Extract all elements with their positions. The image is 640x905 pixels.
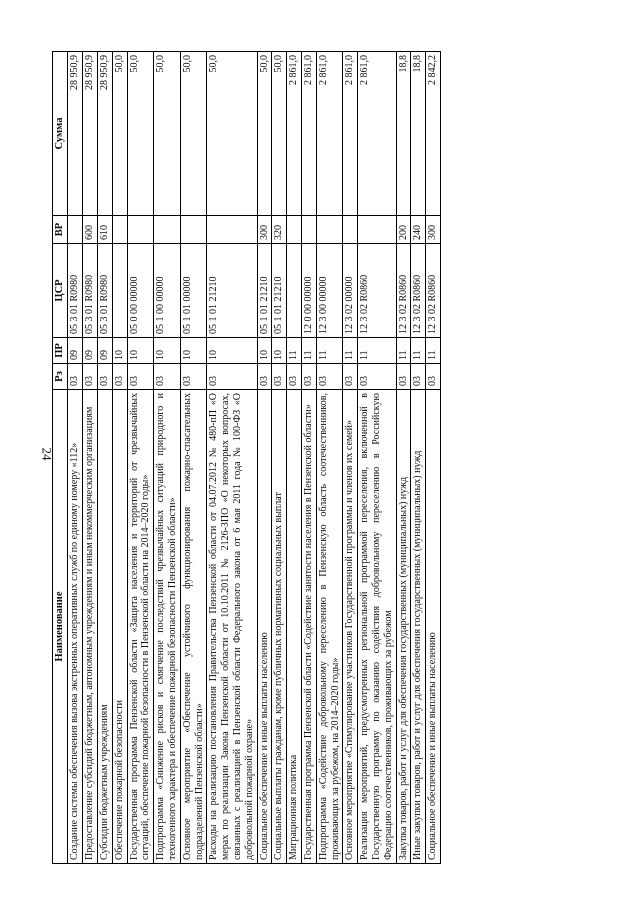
cell-rz: 03	[358, 364, 396, 390]
cell-pr: 10	[207, 338, 257, 364]
table-row	[287, 52, 302, 864]
cell-sum: 2 861,0	[301, 52, 316, 216]
cell-csr	[287, 244, 302, 338]
cell-name: Реализация мероприятий, предусмотренных региональной программой переселения, включенной в Государственную программу по оказанию содействия добровольному переселению в Российскую Федерацию соотечественников, проживающих за рубежом	[358, 390, 396, 864]
cell-name: Социальное обеспечение и иные выплаты населению	[426, 390, 441, 864]
cell-csr: 12 3 02 00000	[343, 244, 358, 338]
page-number: 24	[39, 447, 55, 461]
rotated-table-area	[52, 52, 592, 864]
cell-rz: 03	[257, 364, 272, 390]
table-row	[154, 52, 181, 864]
cell-pr: 11	[411, 338, 426, 364]
cell-rz: 03	[154, 364, 181, 390]
cell-name: Создание системы обеспечения вызова экстренных оперативных служб по единому номеру «112»	[68, 390, 83, 864]
cell-pr: 11	[426, 338, 441, 364]
cell-sum: 50,0	[154, 52, 181, 216]
cell-vr	[180, 216, 207, 244]
cell-pr: 09	[97, 338, 112, 364]
cell-name: Основное мероприятие «Стимулирование участников Государственной программы и членов их семей»	[343, 390, 358, 864]
cell-sum: 50,0	[127, 52, 154, 216]
cell-pr: 11	[396, 338, 411, 364]
table-row	[396, 52, 411, 864]
cell-pr: 10	[127, 338, 154, 364]
cell-rz: 03	[97, 364, 112, 390]
cell-vr	[358, 216, 396, 244]
budget-table	[52, 51, 441, 864]
cell-rz: 03	[83, 364, 98, 390]
cell-vr	[301, 216, 316, 244]
cell-rz: 03	[272, 364, 287, 390]
cell-csr: 12 3 02 R0860	[396, 244, 411, 338]
cell-vr: 300	[257, 216, 272, 244]
table-row	[257, 52, 272, 864]
cell-rz: 03	[411, 364, 426, 390]
cell-pr: 10	[112, 338, 127, 364]
cell-csr: 05 3 01 R0980	[83, 244, 98, 338]
cell-name: Иные закупки товаров, работ и услуг для обеспечения государственных (муниципальных) нужд	[411, 390, 426, 864]
header-name: Наименование	[53, 390, 68, 864]
cell-name: Государственная программа Пензенской области «Содействие занятости населения в Пензенской области»	[301, 390, 316, 864]
cell-csr: 12 3 02 R0860	[358, 244, 396, 338]
table-row	[316, 52, 343, 864]
cell-sum: 50,0	[180, 52, 207, 216]
cell-rz: 03	[68, 364, 83, 390]
cell-vr	[207, 216, 257, 244]
cell-csr: 05 1 01 21210	[272, 244, 287, 338]
cell-rz: 03	[180, 364, 207, 390]
cell-sum: 28 950,9	[97, 52, 112, 216]
cell-name: Основное мероприятие «Обеспечение устойчивого функционирования пожарно-спасательных подразделений Пензенской области»	[180, 390, 207, 864]
cell-rz: 03	[207, 364, 257, 390]
table-row	[127, 52, 154, 864]
cell-sum: 50,0	[112, 52, 127, 216]
cell-rz: 03	[112, 364, 127, 390]
cell-sum: 2 861,0	[287, 52, 302, 216]
cell-rz: 03	[127, 364, 154, 390]
cell-rz: 03	[301, 364, 316, 390]
cell-sum: 28 950,9	[68, 52, 83, 216]
cell-rz: 03	[343, 364, 358, 390]
cell-pr: 11	[301, 338, 316, 364]
cell-pr: 10	[272, 338, 287, 364]
cell-csr: 05 1 01 21210	[207, 244, 257, 338]
cell-csr: 05 3 01 R0980	[68, 244, 83, 338]
cell-sum: 18,8	[396, 52, 411, 216]
cell-pr: 10	[257, 338, 272, 364]
cell-csr: 05 0 00 00000	[127, 244, 154, 338]
cell-vr	[112, 216, 127, 244]
cell-pr: 11	[287, 338, 302, 364]
cell-sum: 50,0	[207, 52, 257, 216]
budget-table-wrapper	[52, 52, 592, 864]
cell-vr: 200	[396, 216, 411, 244]
cell-name: Социальное обеспечение и иные выплаты населению	[257, 390, 272, 864]
cell-pr: 09	[68, 338, 83, 364]
cell-sum: 2 842,2	[426, 52, 441, 216]
table-row	[301, 52, 316, 864]
cell-pr: 09	[83, 338, 98, 364]
cell-rz: 03	[287, 364, 302, 390]
cell-sum: 2 861,0	[316, 52, 343, 216]
header-vr: ВР	[53, 216, 68, 244]
cell-name: Миграционная политика	[287, 390, 302, 864]
cell-csr: 05 3 01 R0980	[97, 244, 112, 338]
header-sum: Сумма	[53, 52, 68, 216]
cell-csr: 05 1 01 21210	[257, 244, 272, 338]
cell-vr	[343, 216, 358, 244]
cell-name: Субсидии бюджетным учреждениям	[97, 390, 112, 864]
header-csr: ЦСР	[53, 244, 68, 338]
cell-vr: 610	[97, 216, 112, 244]
table-row	[68, 52, 83, 864]
cell-name: Предоставление субсидий бюджетным, автономным учреждениям и иным некоммерческим организациям	[83, 390, 98, 864]
cell-sum: 50,0	[272, 52, 287, 216]
cell-name: Подпрограмма «Содействие добровольному переселению в Пензенскую область соотечественников, проживающих за рубежом, на 2014–2020 годы»	[316, 390, 343, 864]
cell-name: Государственная программа Пензенской области «Защита населения и территорий от чрезвычайных ситуаций, обеспечение пожарной безопасности в Пензенской области на 2014–2020 годы»	[127, 390, 154, 864]
cell-sum: 28 950,9	[83, 52, 98, 216]
cell-sum: 18,8	[411, 52, 426, 216]
cell-pr: 10	[180, 338, 207, 364]
cell-sum: 2 861,0	[358, 52, 396, 216]
table-row	[411, 52, 426, 864]
table-row	[272, 52, 287, 864]
cell-name: Закупка товаров, работ и услуг для обеспечения государственных (муниципальных) нужд	[396, 390, 411, 864]
table-row	[426, 52, 441, 864]
cell-vr	[316, 216, 343, 244]
cell-sum: 2 861,0	[343, 52, 358, 216]
cell-csr: 12 3 00 00000	[316, 244, 343, 338]
table-row	[180, 52, 207, 864]
table-row	[343, 52, 358, 864]
cell-name: Расходы на реализацию постановления Правительства Пензенской области от 04.07.2012 № 480-пП «О мерах по реализации Закона Пензенской области от 10.10.2011 № 2126-ЗПО «О некоторых вопросах, связанных с реализацией в Пензенской области Федерального закона от 6 мая 2011 года № 100-ФЗ «О добровольной пожарной охране»	[207, 390, 257, 864]
cell-csr: 05 1 00 00000	[154, 244, 181, 338]
table-row	[97, 52, 112, 864]
table-row	[207, 52, 257, 864]
cell-pr: 10	[154, 338, 181, 364]
cell-pr: 11	[316, 338, 343, 364]
cell-csr: 12 3 02 R0860	[411, 244, 426, 338]
cell-rz: 03	[316, 364, 343, 390]
cell-sum: 50,0	[257, 52, 272, 216]
cell-name: Подпрограмма «Снижение рисков и смягчение последствий чрезвычайных ситуаций природного и техногенного характера и обеспечение пожарной безопасности Пензенской области»	[154, 390, 181, 864]
cell-vr	[127, 216, 154, 244]
header-rz: Рз	[53, 364, 68, 390]
cell-vr: 240	[411, 216, 426, 244]
cell-vr: 600	[83, 216, 98, 244]
cell-csr: 12 0 00 00000	[301, 244, 316, 338]
cell-name: Социальные выплаты гражданам, кроме публичных нормативных социальных выплат	[272, 390, 287, 864]
cell-vr: 320	[272, 216, 287, 244]
table-row	[358, 52, 396, 864]
cell-vr: 300	[426, 216, 441, 244]
cell-csr	[112, 244, 127, 338]
cell-rz: 03	[396, 364, 411, 390]
cell-csr: 12 3 02 R0860	[426, 244, 441, 338]
header-pr: ПР	[53, 338, 68, 364]
cell-vr	[68, 216, 83, 244]
cell-vr	[287, 216, 302, 244]
cell-vr	[154, 216, 181, 244]
table-header-row	[53, 52, 68, 864]
cell-rz: 03	[426, 364, 441, 390]
cell-name: Обеспечение пожарной безопасности	[112, 390, 127, 864]
cell-pr: 11	[358, 338, 396, 364]
table-row	[83, 52, 98, 864]
cell-pr: 11	[343, 338, 358, 364]
table-row	[112, 52, 127, 864]
cell-csr: 05 1 01 00000	[180, 244, 207, 338]
